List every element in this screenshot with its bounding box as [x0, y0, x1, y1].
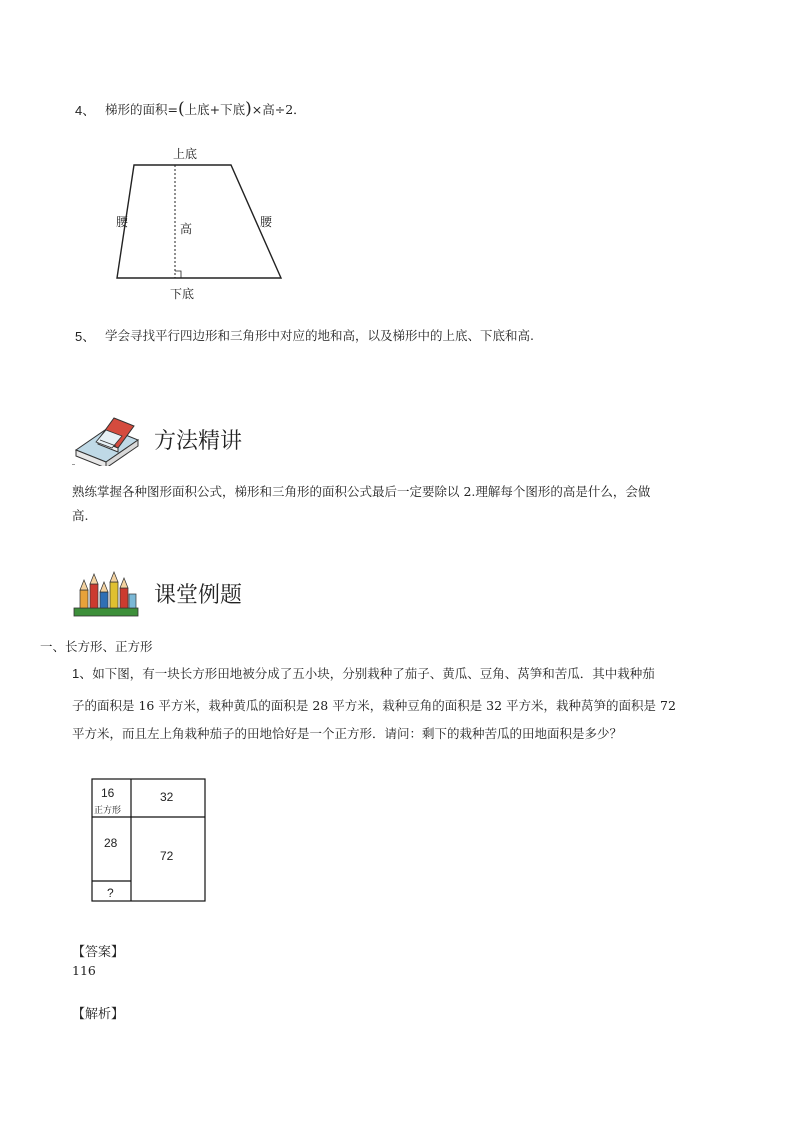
right-angle-mark: [175, 271, 181, 278]
pencils-icon: [72, 568, 140, 618]
cell-bittergourd-value: ?: [107, 886, 114, 900]
trapezoid-shape: [117, 165, 281, 278]
formula-paren-close: ): [245, 99, 252, 119]
cell-eggplant-value: 16: [101, 786, 115, 800]
item-number-4: 4、: [75, 103, 96, 118]
height-label: 高: [180, 222, 193, 236]
right-leg-label: 腰: [260, 215, 273, 229]
problem-line1: [72, 660, 655, 688]
problem-line3: 平方米，而且左上角栽种茄子的田地恰好是一个正方形．请问：剩下的栽种苦瓜的田地面积是多少？: [72, 726, 623, 741]
answer-value: 116: [72, 963, 96, 978]
subsection-heading: 一、长方形、正方形: [40, 639, 153, 654]
problem-number: 1、: [72, 666, 93, 681]
examples-section-title: 课堂例题: [154, 583, 243, 608]
problem-line2: 子的面积是 16 平方米，栽种黄瓜的面积是 28 平方米，栽种豆角的面积是 32 平方米，栽种莴笋的面积是 72: [72, 698, 676, 713]
cell-lettuce-value: 72: [160, 849, 174, 863]
item5-text: 学会寻找平行四边形和三角形中对应的地和高，以及梯形中的上底、下底和高.: [105, 328, 534, 343]
cell-beans-value: 32: [160, 790, 174, 804]
problem-line1-text: 如下图，有一块长方形田地被分成了五小块，分别栽种了茄子、黄瓜、豆角、莴笋和苦瓜．其中栽种茄: [92, 666, 655, 681]
trapezoid-area-formula: [105, 99, 306, 119]
cell-cucumber-value: 28: [104, 836, 118, 850]
method-text-line1: 熟练掌握各种图形面积公式，梯形和三角形的面积公式最后一定要除以 2.理解每个图形的高是什么，会做: [72, 484, 651, 499]
formula-prefix: 梯形的面积=: [105, 102, 178, 117]
top-base-label: 上底: [173, 147, 198, 161]
formula-paren-content: 上底+下底: [184, 102, 246, 117]
cell-eggplant-note: 正方形: [94, 806, 122, 816]
method-section-title: 方法精讲: [154, 429, 243, 454]
section-divider: [72, 464, 75, 465]
item-number-5: 5、: [75, 329, 96, 344]
book-icon: [72, 410, 144, 466]
method-text-line2: 高.: [72, 508, 89, 523]
analysis-label: 【解析】: [72, 1007, 125, 1022]
bottom-base-label: 下底: [170, 287, 195, 301]
left-leg-label: 腰: [116, 215, 129, 229]
formula-suffix: ×高÷2．: [251, 102, 306, 117]
answer-label: 【答案】: [72, 945, 125, 960]
formula-paren-open: (: [177, 99, 185, 119]
